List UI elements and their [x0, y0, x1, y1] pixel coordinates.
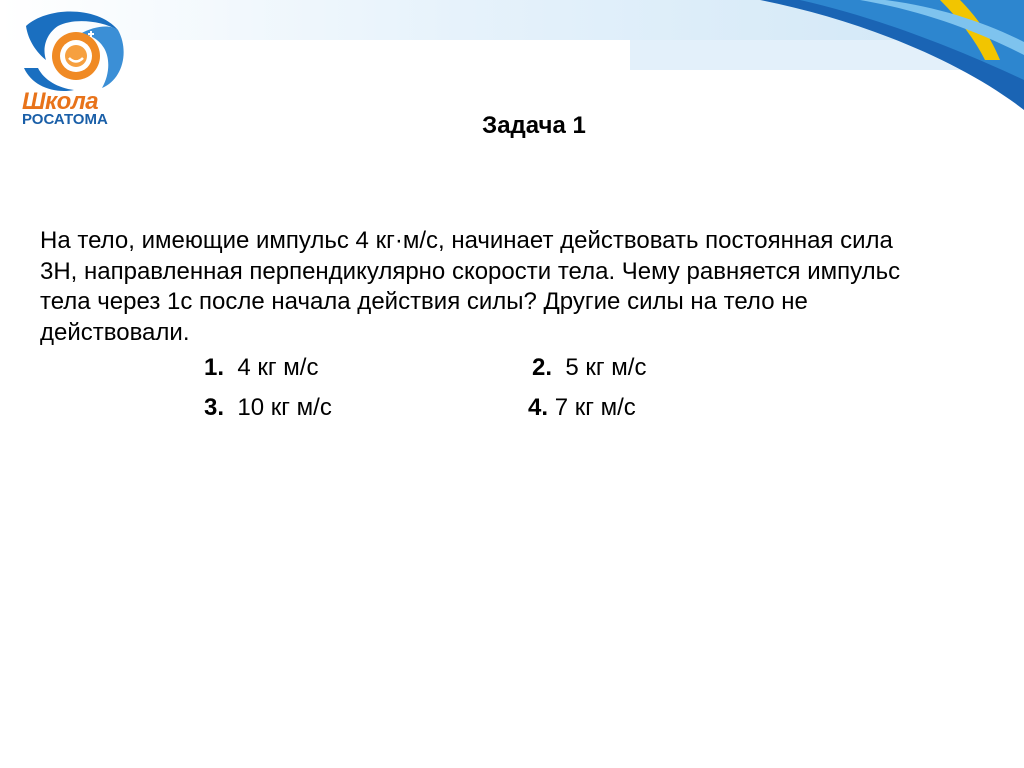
logo-text-rosatom: РОСАТОМА: [22, 111, 108, 128]
slide-title: Задача 1: [482, 112, 586, 139]
logo-text-school: Школа: [22, 88, 99, 115]
header-decoration: [0, 0, 1024, 130]
answer-option-text: 4 кг м/с: [237, 354, 319, 381]
answer-option-1: [204, 354, 318, 382]
answer-option-2: [532, 354, 646, 382]
answer-option-3: [204, 394, 332, 422]
answer-option-number: 1.: [204, 354, 225, 381]
answer-option-number: 3.: [204, 394, 225, 421]
answer-option-text: 5 кг м/с: [565, 354, 647, 381]
answer-option-text: 7 кг м/с: [554, 394, 636, 421]
answer-option-text: 10 кг м/с: [237, 394, 332, 421]
answer-option-number: 4.: [528, 394, 549, 421]
answer-option-4: [528, 394, 636, 422]
problem-text: На тело, имеющие импульс 4 кг·м/с, начинает действовать постоянная сила 3Н, направленная перпендикулярно скорости тела. Чему равняется импульс тела через 1с после начала действия силы? Другие силы на тело не действовали.: [40, 227, 901, 346]
answer-option-number: 2.: [532, 354, 553, 381]
